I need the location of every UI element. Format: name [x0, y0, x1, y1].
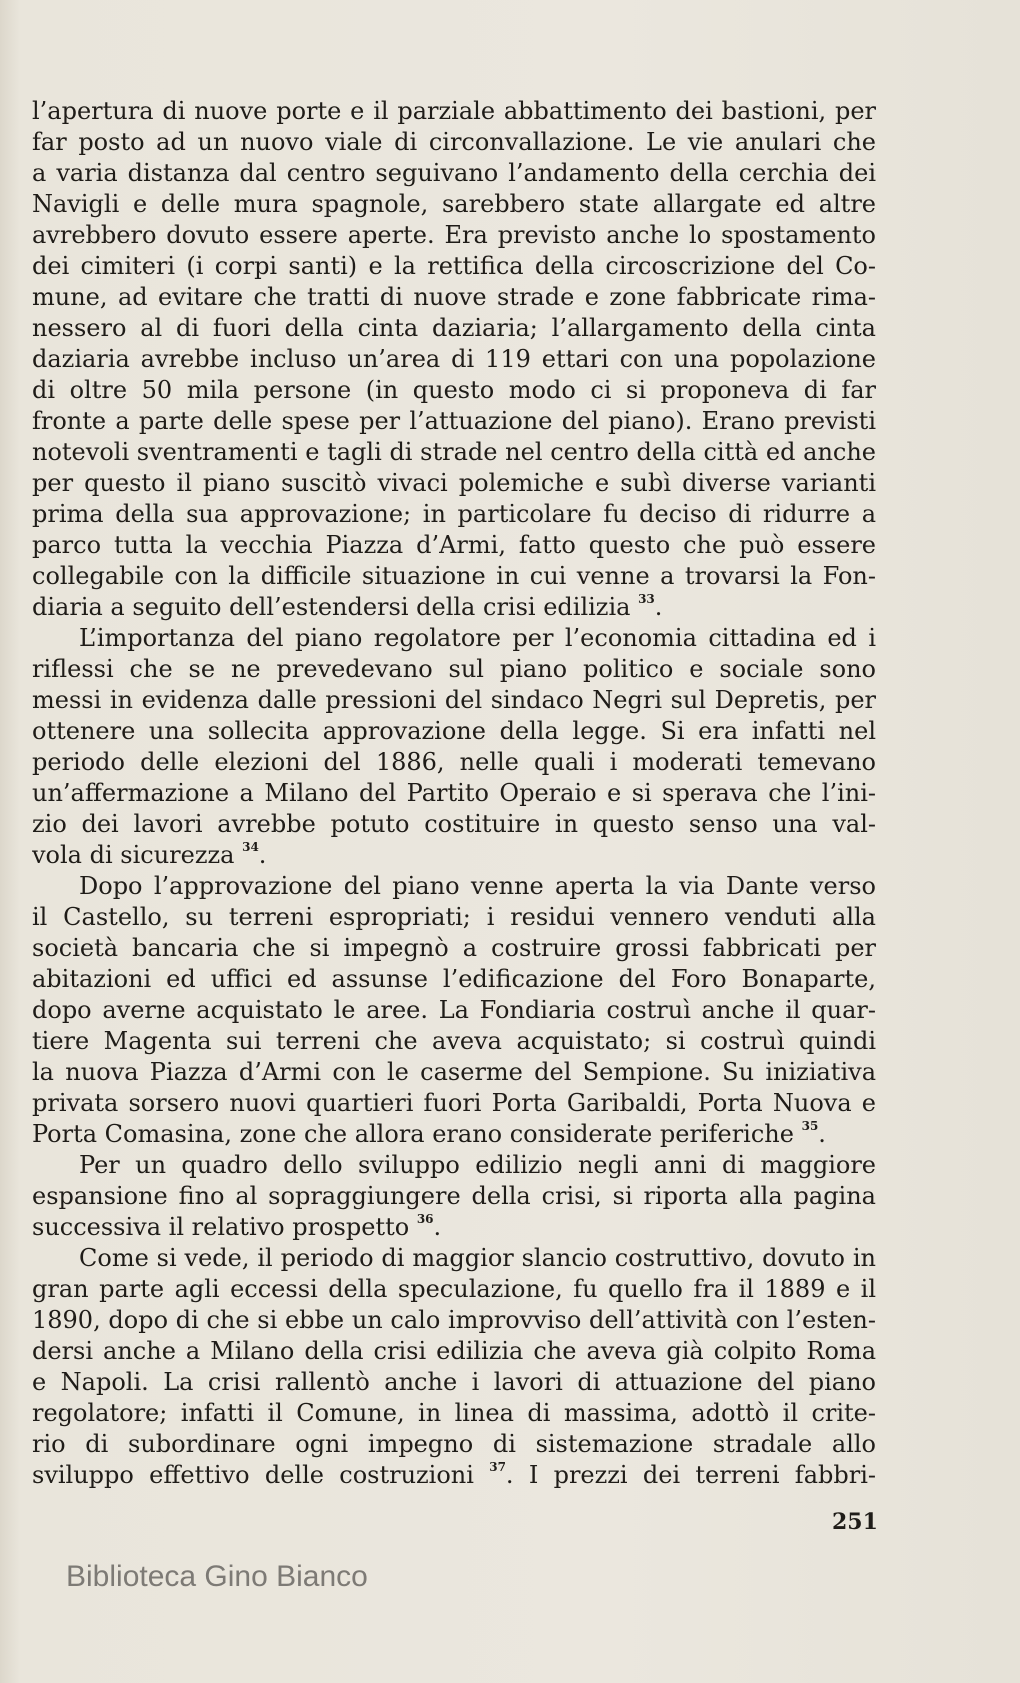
text-line: far posto ad un nuovo viale di circonvallazione. Le vie anulari che	[32, 128, 876, 156]
text-line: gran parte agli eccessi della speculazione, fu quello fra il 1889 e il	[32, 1275, 876, 1303]
footnote-marker: 33	[638, 592, 655, 606]
footnote-marker: 36	[416, 1212, 434, 1226]
text-line: dei cimiteri (i corpi santi) e la rettifica della circoscrizione del Co-	[32, 252, 876, 280]
text-line: prima della sua approvazione; in particolare fu deciso di ridurre a	[32, 500, 876, 528]
paragraph	[32, 1243, 876, 1491]
text-line: tiere Magenta sui terreni che aveva acquistato; si costruì quindi	[32, 1027, 876, 1055]
text-line: dersi anche a Milano della crisi edilizia che aveva già colpito Roma	[32, 1337, 876, 1365]
text-line: collegabile con la difficile situazione in cui venne a trovarsi la Fon-	[32, 562, 876, 590]
text-line-last	[32, 840, 876, 871]
paragraph	[32, 623, 876, 871]
footnote-marker: 35	[801, 1119, 819, 1133]
text-line: e Napoli. La crisi rallentò anche i lavori di attuazione del piano	[32, 1368, 876, 1396]
text-line-last	[32, 1460, 876, 1491]
line-end-text: .	[433, 1213, 442, 1241]
text-line: espansione fino al sopraggiungere della crisi, si riporta alla pagina	[32, 1182, 876, 1210]
line-end-text: .	[258, 841, 267, 869]
text-line: mune, ad evitare che tratti di nuove strade e zone fabbricate rima-	[32, 283, 876, 311]
paragraph	[32, 96, 876, 623]
text-line: rio di subordinare ogni impegno di sistemazione stradale allo	[32, 1430, 876, 1458]
line-text: sviluppo effettivo delle costruzioni	[32, 1461, 474, 1489]
text-line: per questo il piano suscitò vivaci polemiche e subì diverse varianti	[32, 469, 876, 497]
text-line-last	[32, 1212, 876, 1243]
line-text: Porta Comasina, zone che allora erano considerate periferiche	[32, 1120, 794, 1148]
text-line: un’affermazione a Milano del Partito Operaio e si sperava che l’ini-	[32, 779, 876, 807]
text-line: privata sorsero nuovi quartieri fuori Porta Garibaldi, Porta Nuova e	[32, 1089, 876, 1117]
text-line: periodo delle elezioni del 1886, nelle quali i moderati temevano	[32, 748, 876, 776]
text-line: daziaria avrebbe incluso un’area di 119 ettari con una popolazione	[32, 345, 876, 373]
text-line: a varia distanza dal centro seguivano l’andamento della cerchia dei	[32, 159, 876, 187]
text-line: dopo averne acquistato le aree. La Fondiaria costruì anche il quar-	[32, 996, 876, 1024]
text-line: messi in evidenza dalle pressioni del sindaco Negri sul Depretis, per	[32, 686, 876, 714]
text-line: Come si vede, il periodo di maggior slancio costruttivo, dovuto in	[79, 1244, 876, 1272]
line-end-text: .	[818, 1120, 826, 1148]
text-line: notevoli sventramenti e tagli di strade nel centro della città ed anche	[32, 438, 876, 466]
text-line: 1890, dopo di che si ebbe un calo improvviso dell’attività con l’esten-	[32, 1306, 876, 1334]
footnote-marker: 34	[242, 840, 259, 854]
text-line: società bancaria che si impegnò a costruire grossi fabbricati per	[32, 934, 876, 962]
text-line: L’importanza del piano regolatore per l’economia cittadina ed i	[79, 624, 876, 652]
text-line: zio dei lavori avrebbe potuto costituire in questo senso una val-	[32, 810, 876, 838]
text-line: di oltre 50 mila persone (in questo modo ci si proponeva di far	[32, 376, 876, 404]
paragraph	[32, 871, 876, 1150]
line-text: vola di sicurezza	[32, 841, 235, 869]
text-line: abitazioni ed uffici ed assunse l’edificazione del Foro Bonaparte,	[32, 965, 876, 993]
text-line: Dopo l’approvazione del piano venne aperta la via Dante verso	[79, 872, 876, 900]
text-line: parco tutta la vecchia Piazza d’Armi, fatto questo che può essere	[32, 531, 876, 559]
line-text: successiva il relativo prospetto	[32, 1213, 410, 1241]
text-line: la nuova Piazza d’Armi con le caserme del Sempione. Su iniziativa	[32, 1058, 876, 1086]
text-line: avrebbero dovuto essere aperte. Era previsto anche lo spostamento	[32, 221, 876, 249]
text-line: Per un quadro dello sviluppo edilizio negli anni di maggiore	[79, 1151, 876, 1179]
paragraph	[32, 1150, 876, 1243]
text-line: fronte a parte delle spese per l’attuazione del piano). Erano previsti	[32, 407, 876, 435]
page-number: 251	[832, 1509, 878, 1535]
line-end-text: . I prezzi dei terreni fabbri-	[505, 1461, 876, 1489]
footnote-marker: 37	[489, 1460, 506, 1474]
library-watermark: Biblioteca Gino Bianco	[66, 1560, 368, 1593]
text-line: l’apertura di nuove porte e il parziale abbattimento dei bastioni, per	[32, 97, 876, 125]
text-line-last	[32, 592, 876, 623]
text-line-last	[32, 1119, 876, 1150]
body-text	[32, 96, 876, 1491]
line-text: diaria a seguito dell’estendersi della crisi edilizia	[32, 593, 631, 621]
line-end-text: .	[654, 593, 663, 621]
text-line: riflessi che se ne prevedevano sul piano politico e sociale sono	[32, 655, 876, 683]
text-line: regolatore; infatti il Comune, in linea di massima, adottò il crite-	[32, 1399, 876, 1427]
text-line: ottenere una sollecita approvazione della legge. Si era infatti nel	[32, 717, 876, 745]
text-line: il Castello, su terreni espropriati; i residui vennero venduti alla	[32, 903, 876, 931]
text-line: Navigli e delle mura spagnole, sarebbero state allargate ed altre	[32, 190, 876, 218]
text-line: nessero al di fuori della cinta daziaria; l’allargamento della cinta	[32, 314, 876, 342]
